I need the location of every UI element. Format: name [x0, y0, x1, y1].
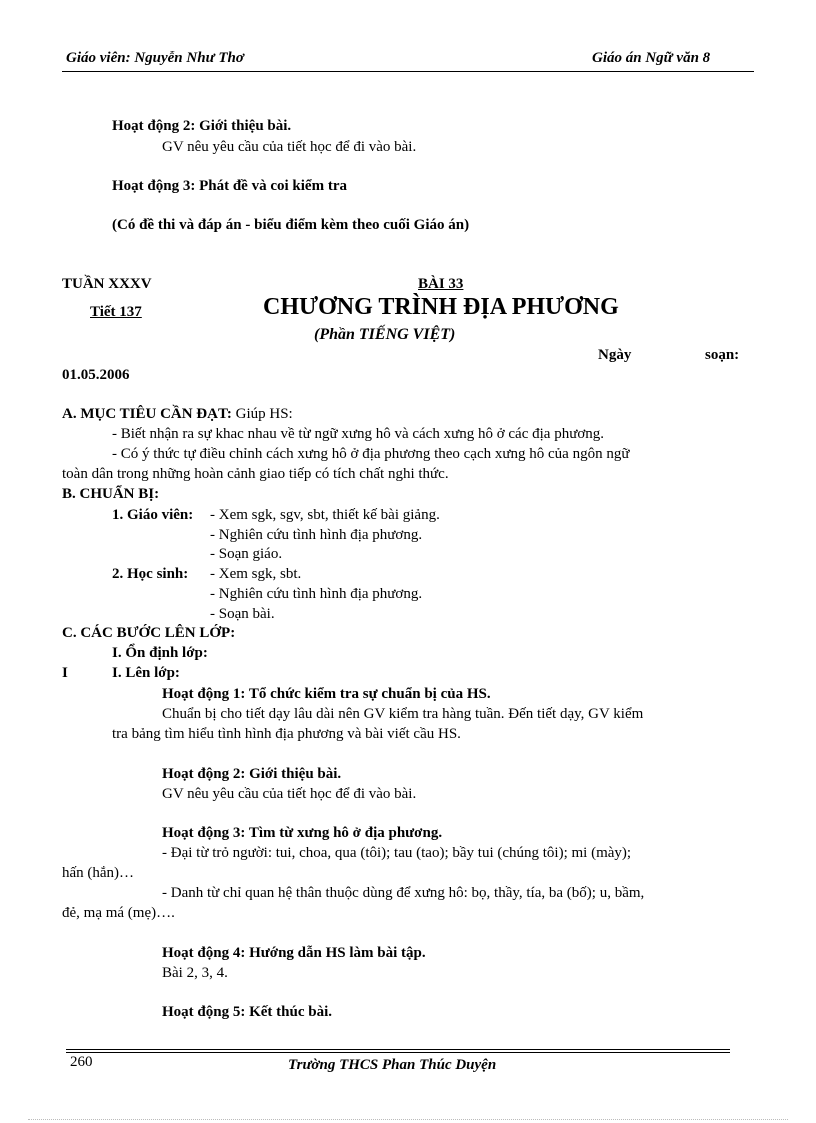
- hd3-b-line-1: - Danh từ chỉ quan hệ thân thuộc dùng để xưng hô: bọ, thầy, tía, ba (bố); u, bầm,: [162, 885, 645, 901]
- hd1-title: Hoạt động 1: Tổ chức kiểm tra sự chuẩn bị của HS.: [162, 686, 491, 702]
- footer-rule-bottom: [66, 1052, 730, 1053]
- intro-hd2-title: Hoạt động 2: Giới thiệu bài.: [112, 118, 292, 134]
- page-number: 260: [70, 1054, 93, 1070]
- header-teacher: Giáo viên: Nguyễn Như Thơ: [66, 50, 244, 66]
- step-1: I. Ổn định lớp:: [112, 645, 208, 661]
- header-subject: Giáo án Ngữ văn 8: [592, 50, 711, 66]
- section-a-tail: Giúp HS:: [235, 406, 293, 422]
- hd4-text: Bài 2, 3, 4.: [162, 965, 228, 981]
- student-item: - Xem sgk, sbt.: [210, 566, 302, 582]
- period-label: Tiết 137: [90, 304, 142, 320]
- student-label: 2. Học sinh:: [112, 566, 189, 582]
- week-label: TUẦN XXXV: [62, 276, 152, 292]
- intro-hd3-title: Hoạt động 3: Phát đề và coi kiểm tra: [112, 178, 347, 194]
- step-marker: I: [62, 665, 68, 681]
- lesson-date: 01.05.2006: [62, 367, 130, 383]
- hd1-line-1: Chuẩn bị cho tiết dạy lâu dài nên GV kiểm tra hàng tuần. Đến tiết dạy, GV kiểm: [162, 706, 644, 722]
- section-a-item-1: - Biết nhận ra sự khac nhau về từ ngữ xưng hô và cách xưng hô ở các địa phương.: [112, 426, 605, 442]
- hd2-text: GV nêu yêu cầu của tiết học để đi vào bài.: [162, 786, 417, 802]
- student-item: - Soạn bài.: [210, 606, 275, 622]
- hd4-title: Hoạt động 4: Hướng dẫn HS làm bài tập.: [162, 945, 426, 961]
- teacher-label: 1. Giáo viên:: [112, 507, 194, 523]
- section-a-heading: [62, 406, 293, 423]
- intro-hd2-text: GV nêu yêu cầu của tiết học để đi vào bài.: [162, 139, 417, 155]
- hd3-b-line-2: đẻ, mạ má (mẹ)….: [62, 905, 175, 921]
- hd3-a-line-1: - Đại từ trỏ người: tui, choa, qua (tôi); tau (tao); bầy tui (chúng tôi); mi (mày);: [162, 845, 632, 861]
- teacher-item: - Nghiên cứu tình hình địa phương.: [210, 527, 423, 543]
- step-2: I. Lên lớp:: [112, 665, 180, 681]
- footer-rule-top: [66, 1049, 730, 1050]
- section-a-item-2-line-2: toàn dân trong những hoàn cảnh giao tiếp có tích chất nghi thức.: [62, 466, 449, 482]
- hd5-title: Hoạt động 5: Kết thúc bài.: [162, 1004, 333, 1020]
- lesson-title: CHƯƠNG TRÌNH ĐỊA PHƯƠNG: [263, 294, 619, 320]
- section-c-heading: C. CÁC BƯỚC LÊN LỚP:: [62, 625, 236, 641]
- hd3-title: Hoạt động 3: Tìm từ xưng hô ở địa phương.: [162, 825, 443, 841]
- hd2-title: Hoạt động 2: Giới thiệu bài.: [162, 766, 342, 782]
- hd3-a-line-2: hấn (hắn)…: [62, 865, 135, 881]
- teacher-item: - Xem sgk, sgv, sbt, thiết kế bài giảng.: [210, 507, 440, 523]
- date-label-2: soạn:: [705, 347, 740, 363]
- header-rule: [62, 71, 754, 72]
- hd1-line-2: tra bảng tìm hiểu tình hình địa phương và bài viết cầu HS.: [112, 726, 461, 742]
- lesson-number: BÀI 33: [418, 276, 464, 292]
- student-item: - Nghiên cứu tình hình địa phương.: [210, 586, 423, 602]
- teacher-item: - Soạn giáo.: [210, 546, 283, 562]
- section-b-heading: B. CHUẨN BỊ:: [62, 486, 160, 502]
- intro-note: (Có đề thi và đáp án - biểu điểm kèm theo cuối Giáo án): [112, 217, 470, 233]
- section-a-title: A. MỤC TIÊU CẦN ĐẠT:: [62, 406, 232, 422]
- date-label-1: Ngày: [598, 347, 632, 363]
- footer-school: Trường THCS Phan Thúc Duyện: [288, 1057, 497, 1073]
- page-edge-dots: [28, 1119, 788, 1120]
- lesson-subtitle: (Phần TIẾNG VIỆT): [314, 326, 456, 343]
- section-a-item-2-line-1: - Có ý thức tự điều chỉnh cách xưng hô ở địa phương theo cạch xưng hô của ngôn ngữ: [112, 446, 630, 462]
